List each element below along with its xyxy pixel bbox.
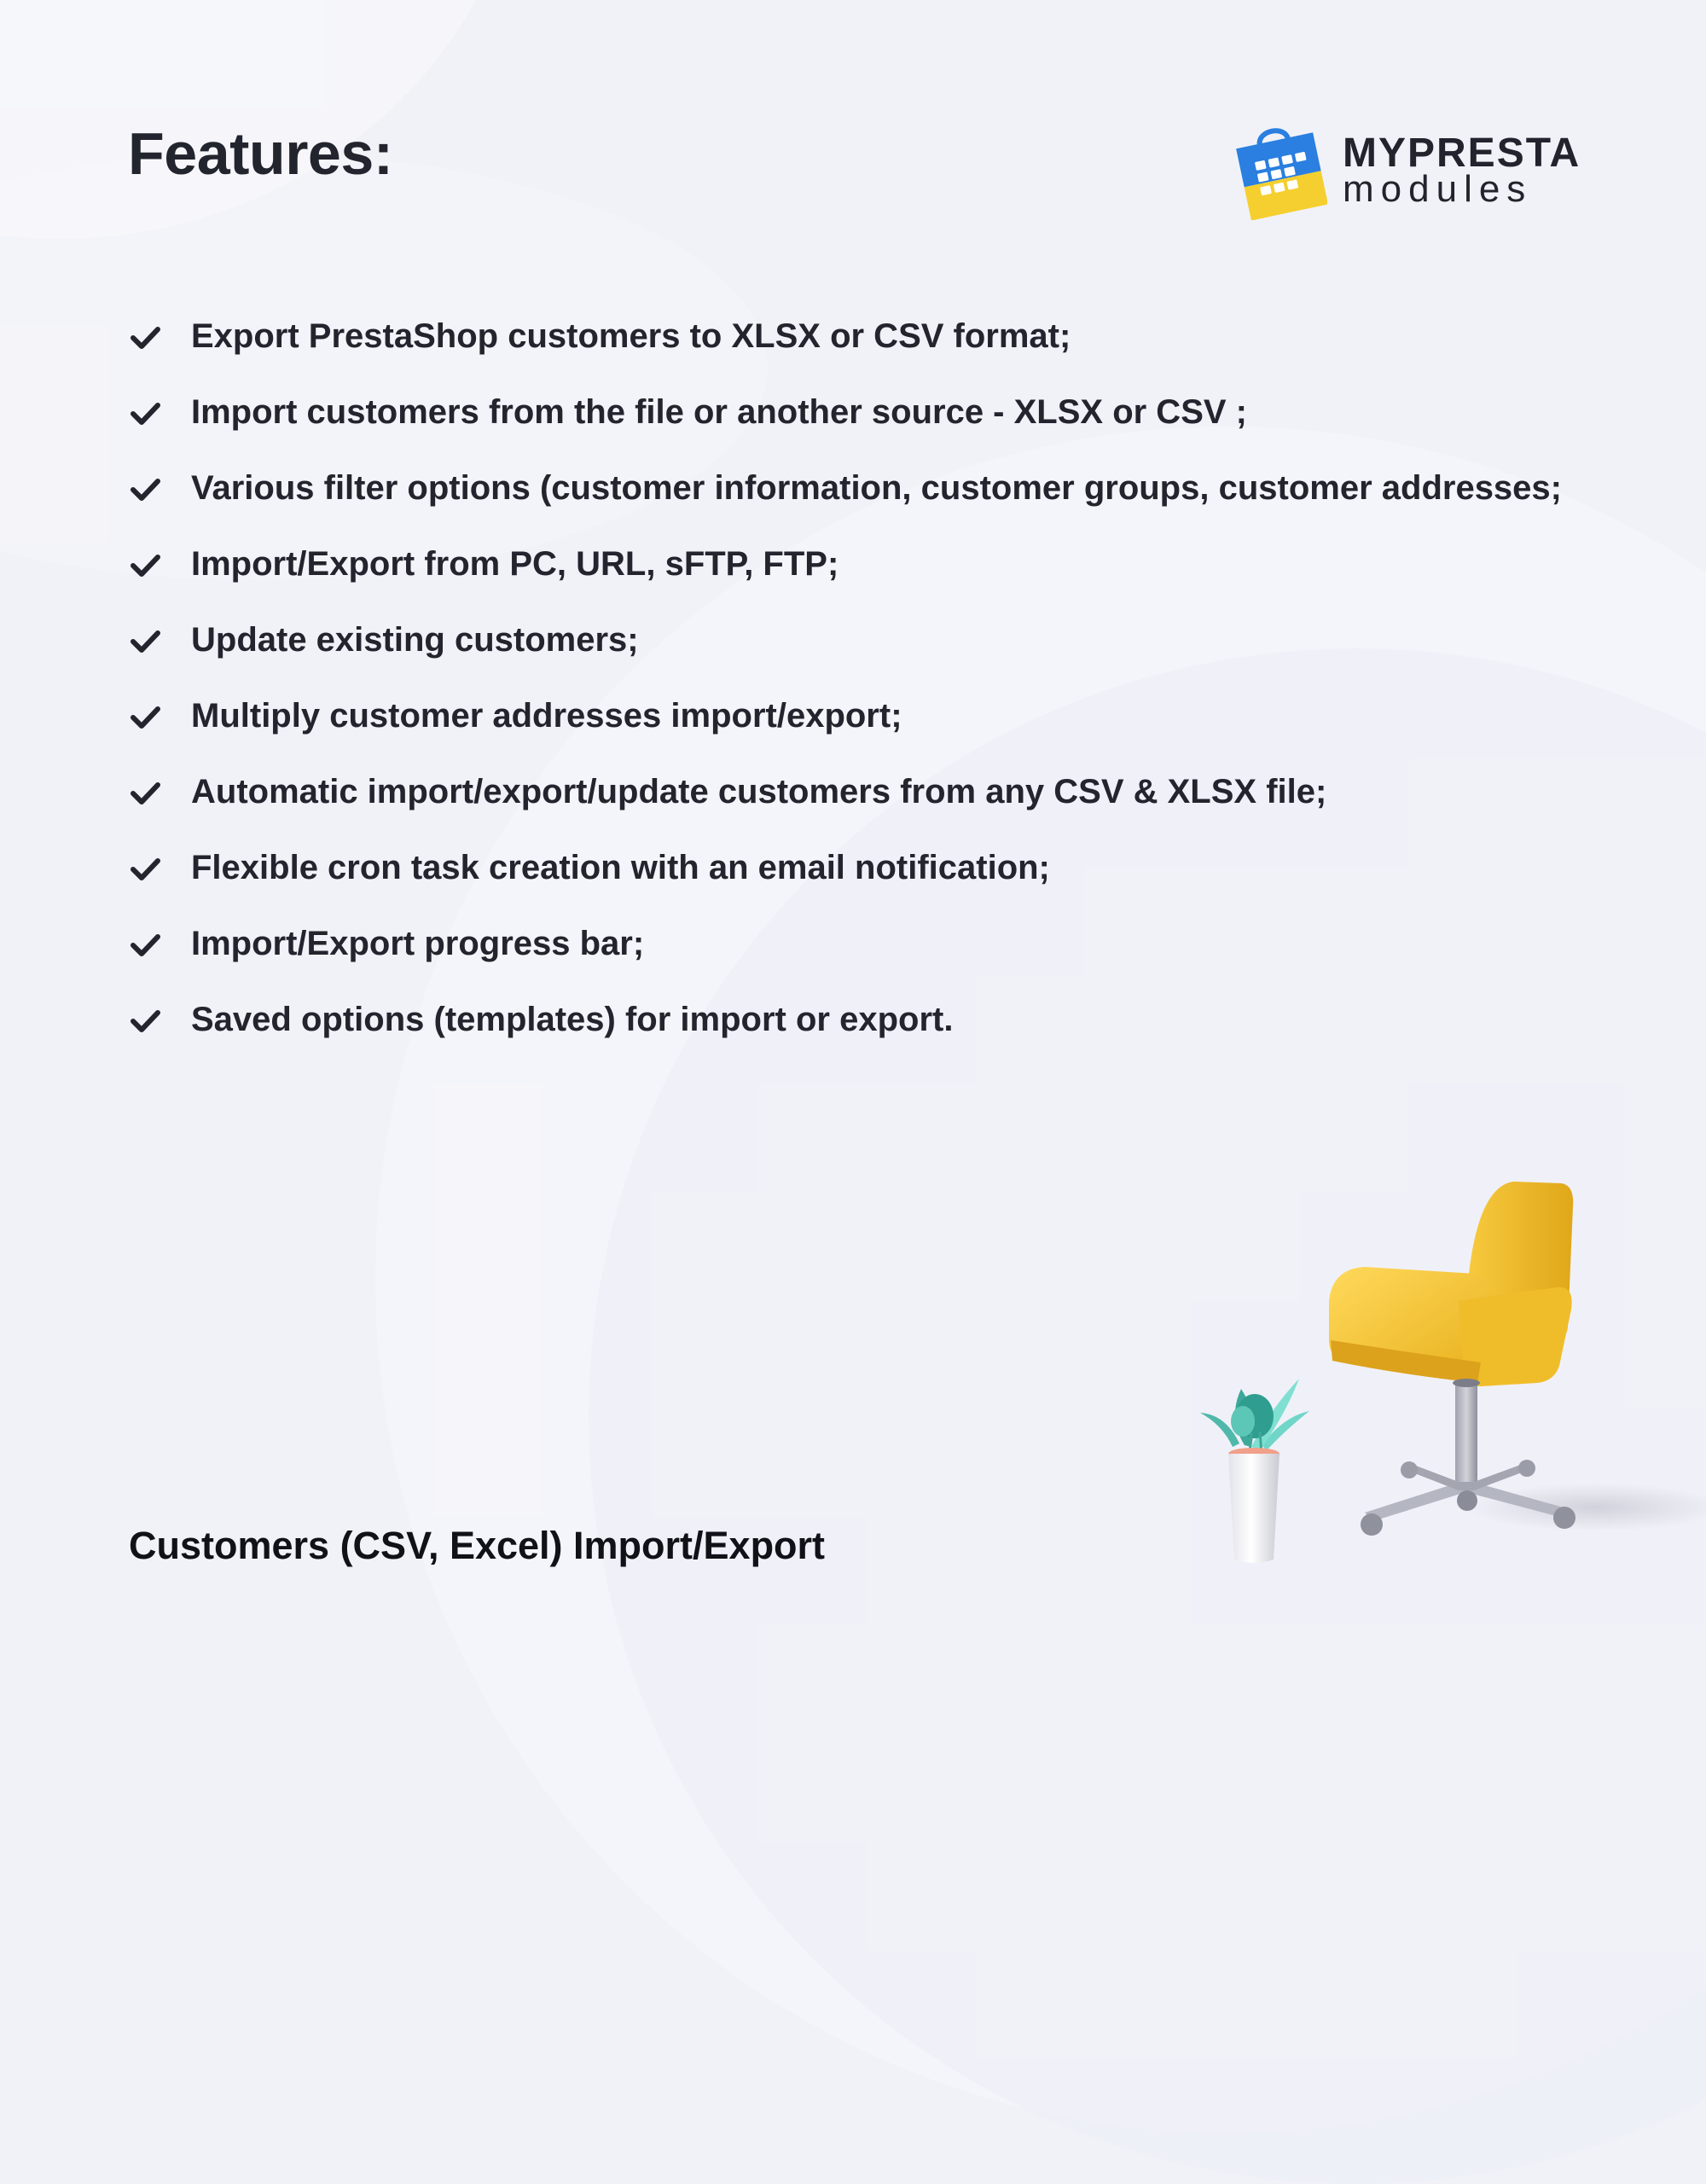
check-icon <box>128 548 162 582</box>
brand-name: MYPRESTA <box>1343 131 1581 176</box>
feature-item <box>128 754 1562 830</box>
feature-text: Export PrestaShop customers to XLSX or CSV format; <box>191 317 1071 355</box>
check-icon <box>128 851 162 886</box>
feature-item <box>128 830 1562 906</box>
feature-item <box>128 982 1562 1058</box>
feature-text: Multiply customer addresses import/export; <box>191 697 902 735</box>
check-icon <box>128 775 162 810</box>
check-icon <box>128 320 162 354</box>
brand-subtitle: modules <box>1343 168 1533 210</box>
feature-text: Import/Export from PC, URL, sFTP, FTP; <box>191 545 839 583</box>
feature-text: Update existing customers; <box>191 621 639 659</box>
shopping-bag-logo-icon <box>1235 119 1327 220</box>
product-title: Customers (CSV, Excel) Import/Export <box>129 1524 826 1567</box>
feature-text: Import/Export progress bar; <box>191 925 645 962</box>
feature-text: Import customers from the file or another source - XLSX or CSV ; <box>191 393 1247 431</box>
feature-item <box>128 526 1562 602</box>
check-icon <box>128 700 162 734</box>
potted-plant-icon <box>1190 1365 1318 1570</box>
check-icon <box>128 396 162 430</box>
page-title: Features: <box>128 120 393 187</box>
feature-item <box>128 450 1562 526</box>
feature-list <box>128 299 1562 1058</box>
check-icon <box>128 624 162 658</box>
feature-text: Saved options (templates) for import or export. <box>191 1001 954 1038</box>
feature-item <box>128 602 1562 678</box>
feature-item <box>128 906 1562 982</box>
feature-text: Flexible cron task creation with an email notification; <box>191 849 1050 886</box>
check-icon <box>128 1003 162 1037</box>
office-chair-icon <box>1314 1173 1706 1565</box>
mypresta-logo <box>1235 119 1581 230</box>
feature-item <box>128 375 1562 450</box>
feature-text: Various filter options (customer information, customer groups, customer addresses; <box>191 469 1562 507</box>
feature-item <box>128 299 1562 375</box>
check-icon <box>128 927 162 961</box>
feature-text: Automatic import/export/update customers from any CSV & XLSX file; <box>191 773 1327 810</box>
check-icon <box>128 472 162 506</box>
feature-item <box>128 678 1562 754</box>
